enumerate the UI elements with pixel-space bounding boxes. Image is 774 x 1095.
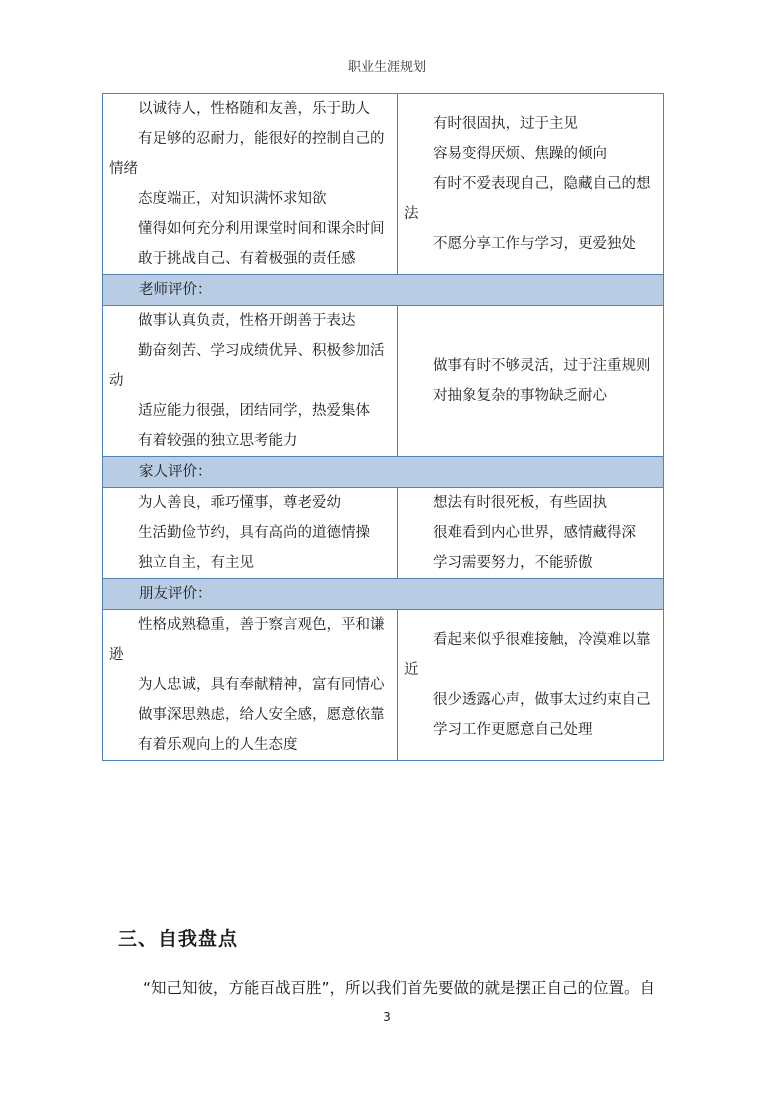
list-item: 有着乐观向上的人生态度 <box>138 737 298 753</box>
list-item: 为人善良，乖巧懂事，尊老爱幼 <box>138 495 341 511</box>
list-item: 容易变得厌烦、焦躁的倾向 <box>433 146 607 162</box>
list-item: 看起来似乎很难接触，冷漠难以靠近 <box>404 632 651 678</box>
list-item: 想法有时很死板，有些固执 <box>433 495 607 511</box>
body-paragraph: “知己知彼，方能百战百胜”，所以我们首先要做的就是摆正自己的位置。自 <box>143 979 656 997</box>
list-item: 不愿分享工作与学习，更爱独处 <box>433 236 636 252</box>
table-row-family <box>103 488 664 579</box>
family-strengths-cell <box>103 488 398 579</box>
list-item: 懂得如何充分利用课堂时间和课余时间 <box>138 221 385 237</box>
evaluation-table <box>102 93 664 761</box>
list-item: 为人忠诚，具有奉献精神，富有同情心 <box>138 677 385 693</box>
list-item: 有足够的忍耐力，能很好的控制自己的情绪 <box>109 131 385 177</box>
table-row-friend-header <box>103 579 664 610</box>
table-row-friend <box>103 610 664 761</box>
list-item: 以诚待人，性格随和友善，乐于助人 <box>138 101 370 117</box>
page-header: 职业生涯规划 <box>347 60 426 75</box>
table-row-family-header <box>103 457 664 488</box>
friend-weaknesses-cell <box>398 610 664 761</box>
list-item: 适应能力很强，团结同学，热爱集体 <box>138 403 370 419</box>
teacher-strengths-cell <box>103 306 398 457</box>
list-item: 学习需要努力，不能骄傲 <box>433 555 593 571</box>
list-item: 做事深思熟虑，给人安全感，愿意依靠 <box>138 707 385 723</box>
list-item: 有时很固执，过于主见 <box>433 116 578 132</box>
list-item: 生活勤俭节约，具有高尚的道德情操 <box>138 525 370 541</box>
page-number: 3 <box>383 1010 391 1024</box>
list-item: 做事认真负责，性格开朗善于表达 <box>138 313 356 329</box>
friend-strengths-cell <box>103 610 398 761</box>
teacher-evaluation-label: 老师评价： <box>103 275 664 306</box>
table-row-self <box>103 94 664 275</box>
section-heading: 三、自我盘点 <box>118 928 239 950</box>
list-item: 学习工作更愿意自己处理 <box>433 722 593 738</box>
list-item: 勤奋刻苦、学习成绩优异、积极参加活动 <box>109 343 385 389</box>
list-item: 很少透露心声，做事太过约束自己 <box>433 692 651 708</box>
list-item: 做事有时不够灵活，过于注重规则 <box>433 358 651 374</box>
self-strengths-cell <box>103 94 398 275</box>
table-row-teacher <box>103 306 664 457</box>
friend-evaluation-label: 朋友评价： <box>103 579 664 610</box>
list-item: 有着较强的独立思考能力 <box>138 433 298 449</box>
list-item: 态度端正，对知识满怀求知欲 <box>138 191 327 207</box>
teacher-weaknesses-cell <box>398 306 664 457</box>
list-item: 敢于挑战自己、有着极强的责任感 <box>138 251 356 267</box>
self-weaknesses-cell <box>398 94 664 275</box>
family-weaknesses-cell <box>398 488 664 579</box>
family-evaluation-label: 家人评价： <box>103 457 664 488</box>
list-item: 独立自主，有主见 <box>138 555 254 571</box>
list-item: 对抽象复杂的事物缺乏耐心 <box>433 388 607 404</box>
list-item: 很难看到内心世界，感情藏得深 <box>433 525 636 541</box>
list-item: 性格成熟稳重，善于察言观色，平和谦逊 <box>109 617 385 663</box>
table-row-teacher-header <box>103 275 664 306</box>
list-item: 有时不爱表现自己，隐藏自己的想法 <box>404 176 651 222</box>
